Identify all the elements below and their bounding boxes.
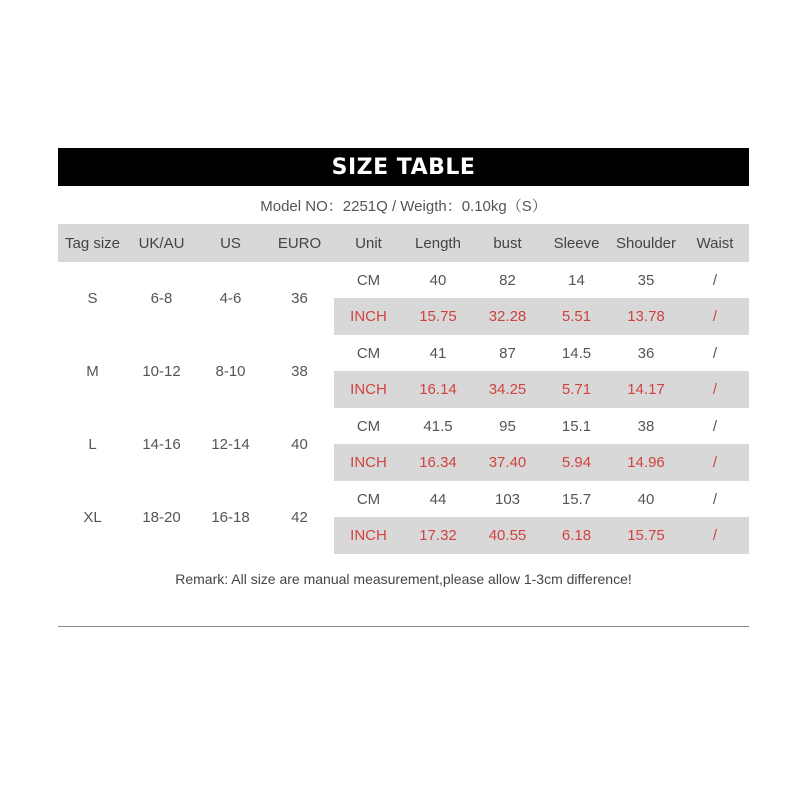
tag-size-cell: L (88, 435, 97, 453)
sleeve-cell: 14.5 (561, 344, 592, 362)
model-info: Model NO：2251Q / Weigth：0.10kg（S） (260, 197, 547, 215)
header-euro: EURO (265, 224, 334, 262)
sleeve-cell: 15.1 (561, 417, 592, 435)
bust-cell: 40.55 (473, 517, 542, 554)
table-row-l-cm (58, 408, 749, 445)
uk-au-cell: 14-16 (142, 435, 181, 453)
uk-au-cell: 6-8 (150, 289, 173, 307)
sleeve-cell: 5.71 (542, 371, 611, 408)
shoulder-cell: 14.96 (611, 444, 681, 481)
uk-au-cell: 18-20 (142, 508, 181, 526)
sleeve-cell: 5.51 (542, 298, 611, 335)
size-table (58, 224, 749, 554)
length-cell: 15.75 (403, 298, 473, 335)
waist-cell: / (681, 298, 749, 335)
unit-cell: CM (356, 490, 381, 508)
sleeve-cell: 14 (568, 271, 585, 289)
waist-cell: / (681, 444, 749, 481)
bust-cell: 32.28 (473, 298, 542, 335)
table-row-m-cm (58, 335, 749, 372)
unit-cell: CM (356, 417, 381, 435)
header-waist: Waist (681, 224, 749, 262)
shoulder-cell: 14.17 (611, 371, 681, 408)
header-length: Length (403, 224, 473, 262)
shoulder-cell: 13.78 (611, 298, 681, 335)
shoulder-cell: 36 (637, 344, 655, 362)
header-bust: bust (473, 224, 542, 262)
unit-cell: INCH (334, 444, 403, 481)
waist-cell: / (712, 417, 718, 435)
unit-cell: CM (356, 271, 381, 289)
tag-size-cell: M (86, 362, 99, 380)
length-cell: 44 (429, 490, 447, 508)
euro-cell: 38 (291, 362, 308, 380)
uk-au-cell: 10-12 (142, 362, 181, 380)
bust-cell: 87 (499, 344, 516, 362)
unit-cell: INCH (334, 298, 403, 335)
length-cell: 40 (429, 271, 447, 289)
header-us: US (196, 224, 265, 262)
us-cell: 12-14 (211, 435, 250, 453)
unit-cell: INCH (334, 517, 403, 554)
bust-cell: 34.25 (473, 371, 542, 408)
length-cell: 16.14 (403, 371, 473, 408)
length-cell: 16.34 (403, 444, 473, 481)
bust-cell: 95 (499, 417, 516, 435)
sleeve-cell: 15.7 (561, 490, 592, 508)
bust-cell: 103 (494, 490, 521, 508)
waist-cell: / (712, 490, 718, 508)
euro-cell: 40 (291, 435, 308, 453)
waist-cell: / (681, 517, 749, 554)
euro-cell: 36 (291, 289, 308, 307)
table-header-row (58, 224, 749, 262)
remark-note: Remark: All size are manual measurement,please allow 1-3cm difference! (175, 571, 632, 587)
tag-size-cell: S (87, 289, 98, 307)
size-table-card (58, 148, 749, 627)
header-sleeve: Sleeve (542, 224, 611, 262)
tag-size-cell: XL (83, 508, 102, 526)
us-cell: 4-6 (219, 289, 242, 307)
length-cell: 17.32 (403, 517, 473, 554)
us-cell: 16-18 (211, 508, 250, 526)
length-cell: 41.5 (423, 417, 453, 435)
unit-cell: CM (356, 344, 381, 362)
header-uk-au: UK/AU (127, 224, 196, 262)
shoulder-cell: 35 (637, 271, 655, 289)
bust-cell: 82 (499, 271, 516, 289)
header-shoulder: Shoulder (611, 224, 681, 262)
bust-cell: 37.40 (473, 444, 542, 481)
shoulder-cell: 38 (637, 417, 655, 435)
shoulder-cell: 15.75 (611, 517, 681, 554)
header-tag-size: Tag size (58, 224, 127, 262)
unit-cell: INCH (334, 371, 403, 408)
bottom-divider (58, 626, 749, 627)
header-unit: Unit (334, 224, 403, 262)
sleeve-cell: 5.94 (542, 444, 611, 481)
table-row-s-cm (58, 262, 749, 298)
table-row-xl-cm (58, 481, 749, 518)
euro-cell: 42 (291, 508, 308, 526)
size-table-title: SIZE TABLE (58, 148, 749, 186)
us-cell: 8-10 (215, 362, 246, 380)
waist-cell: / (712, 271, 718, 289)
shoulder-cell: 40 (637, 490, 655, 508)
sleeve-cell: 6.18 (542, 517, 611, 554)
waist-cell: / (681, 371, 749, 408)
waist-cell: / (712, 344, 718, 362)
length-cell: 41 (429, 344, 447, 362)
